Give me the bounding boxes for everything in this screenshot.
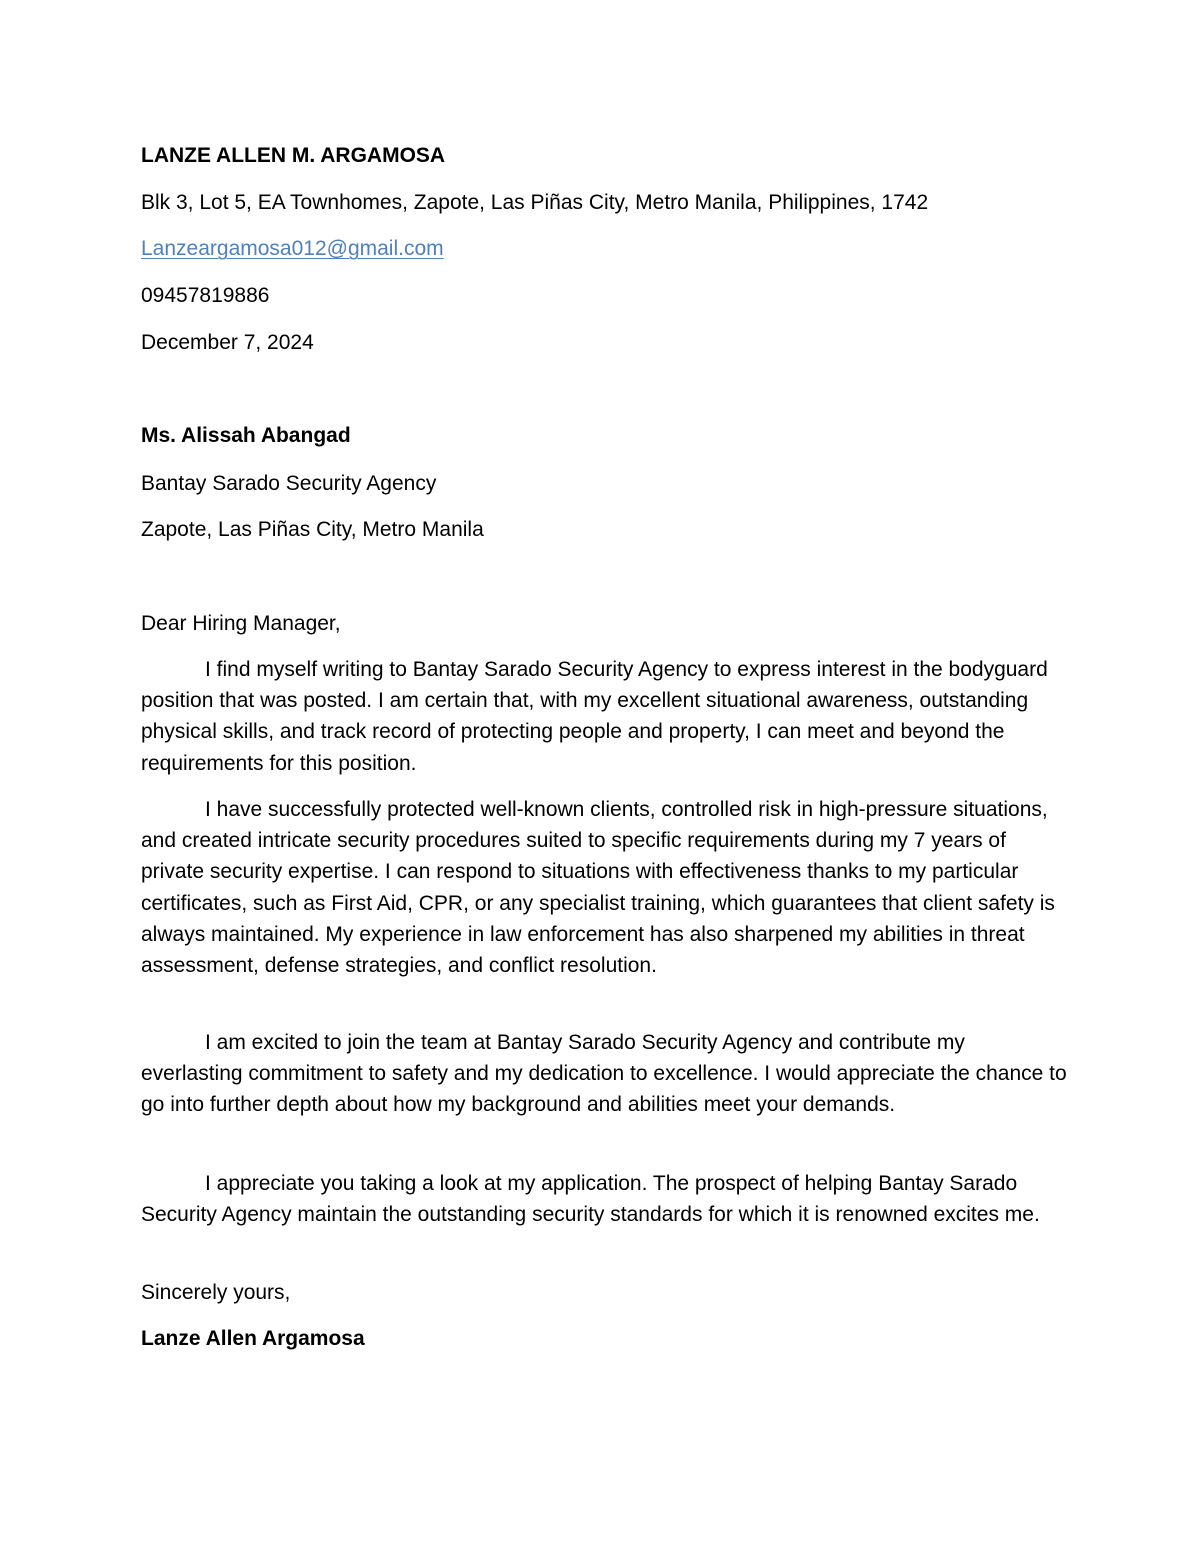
- signature-name: Lanze Allen Argamosa: [141, 1327, 365, 1350]
- letter-date: December 7, 2024: [141, 331, 314, 354]
- body-paragraph-1-text: I find myself writing to Bantay Sarado Security Agency to express interest in the bodyguard position that was posted. I am certain that, with my excellent situational awareness, outstanding physical skills, and track record of protecting people and property, I can meet and beyond the requirements for this position.: [141, 658, 1048, 775]
- body-paragraph-3-text: I am excited to join the team at Bantay Sarado Security Agency and contribute my everlasting commitment to safety and my dedication to excellence. I would appreciate the chance to go into further depth about how my background and abilities meet your demands.: [141, 1031, 1067, 1117]
- body-paragraph-2: [141, 794, 1071, 981]
- recipient-name: Ms. Alissah Abangad: [141, 424, 351, 447]
- closing: Sincerely yours,: [141, 1281, 291, 1304]
- body-paragraph-2-text: I have successfully protected well-known clients, controlled risk in high-pressure situations, and created intricate security procedures suited to specific requirements during my 7 years of private security expertise. I can respond to situations with effectiveness thanks to my particular certificates, such as First Aid, CPR, or any specialist training, which guarantees that client safety is always maintained. My experience in law enforcement has also sharpened my abilities in threat assessment, defense strategies, and conflict resolution.: [141, 798, 1055, 978]
- body-paragraph-4-text: I appreciate you taking a look at my application. The prospect of helping Bantay Sarado Security Agency maintain the outstanding security standards for which it is renowned excites me.: [141, 1172, 1040, 1227]
- recipient-address: Zapote, Las Piñas City, Metro Manila: [141, 518, 484, 541]
- body-paragraph-3: [141, 1027, 1071, 1121]
- body-paragraph-1: [141, 654, 1071, 779]
- salutation: Dear Hiring Manager,: [141, 612, 341, 635]
- sender-name: LANZE ALLEN M. ARGAMOSA: [141, 144, 446, 167]
- sender-phone: 09457819886: [141, 284, 270, 307]
- recipient-company: Bantay Sarado Security Agency: [141, 472, 437, 495]
- sender-email-link[interactable]: Lanzeargamosa012@gmail.com: [141, 237, 444, 260]
- sender-address: Blk 3, Lot 5, EA Townhomes, Zapote, Las Piñas City, Metro Manila, Philippines, 1742: [141, 191, 929, 214]
- body-paragraph-4: [141, 1168, 1071, 1230]
